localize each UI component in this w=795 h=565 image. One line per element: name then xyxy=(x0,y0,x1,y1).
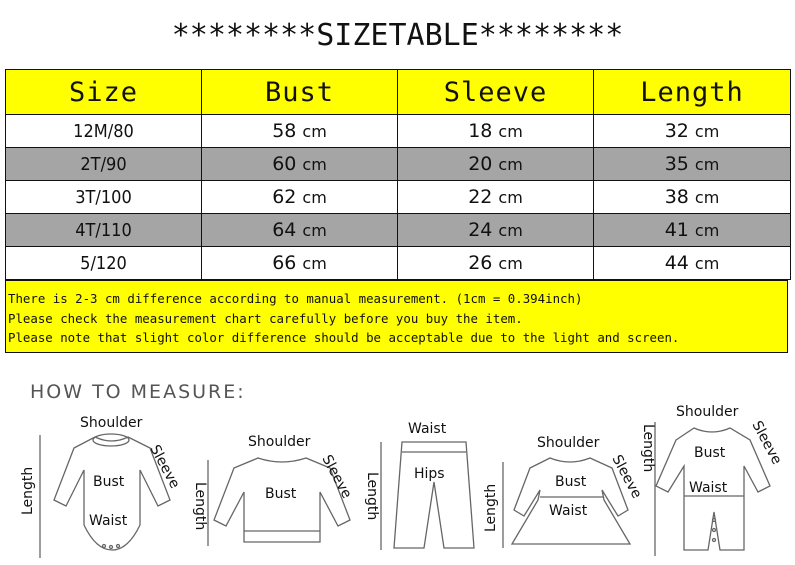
sleeve-label: Sleeve xyxy=(748,418,785,468)
length-cell xyxy=(594,115,791,148)
bust-label: Bust xyxy=(694,445,726,461)
sleeve-value: 20 xyxy=(468,153,493,175)
bust-cell xyxy=(202,247,398,280)
bust-value: 58 xyxy=(272,120,297,142)
header-sleeve: Sleeve xyxy=(398,70,594,115)
header-size: Size xyxy=(6,70,202,115)
bust-cell xyxy=(202,181,398,214)
sleeve-cell xyxy=(398,247,594,280)
sleeve-cell xyxy=(398,181,594,214)
note-line: Please check the measurement chart carefully before you buy the item. xyxy=(8,310,523,326)
sleeve-cell xyxy=(398,214,594,247)
bust-label: Bust xyxy=(555,474,587,490)
table-row xyxy=(6,115,791,148)
how-to-measure-title: HOW TO MEASURE: xyxy=(30,381,246,403)
unit-label: cm xyxy=(694,122,720,141)
bust-value: 62 xyxy=(272,186,297,208)
unit-label: cm xyxy=(302,122,327,141)
unit-label: cm xyxy=(498,122,523,141)
size-cell: 5/120 xyxy=(6,247,202,280)
length-value: 38 xyxy=(664,186,689,208)
note-line: Please note that slight color difference should be acceptable due to the light and screen. xyxy=(8,330,680,345)
bust-cell xyxy=(202,115,398,148)
sleeve-label: Sleeve xyxy=(318,452,355,502)
shoulder-label: Shoulder xyxy=(537,435,600,451)
hips-label: Hips xyxy=(414,466,445,482)
size-cell: 3T/100 xyxy=(6,181,202,214)
length-label: Length xyxy=(192,482,208,531)
size-cell: 12M/80 xyxy=(6,115,202,148)
sleeve-cell xyxy=(398,115,594,148)
shoulder-label: Shoulder xyxy=(80,415,143,431)
length-label: Length xyxy=(640,424,656,473)
sleeve-value: 26 xyxy=(468,252,493,274)
bust-cell xyxy=(202,214,398,247)
length-value: 44 xyxy=(664,252,689,274)
notes-box xyxy=(5,280,788,353)
sleeve-value: 24 xyxy=(468,219,493,241)
unit-label: cm xyxy=(302,155,327,174)
pants-icon xyxy=(381,442,474,550)
unit-label: cm xyxy=(498,188,523,207)
bust-value: 60 xyxy=(272,153,297,175)
unit-label: cm xyxy=(302,221,327,240)
waist-label: Waist xyxy=(549,503,588,519)
bust-value: 66 xyxy=(272,252,297,274)
waist-label: Waist xyxy=(89,513,128,529)
size-cell: 2T/90 xyxy=(6,148,202,181)
shoulder-label: Shoulder xyxy=(676,404,739,420)
waist-label: Waist xyxy=(689,480,728,496)
length-label: Length xyxy=(483,483,499,532)
length-value: 41 xyxy=(664,219,689,241)
size-cell: 4T/110 xyxy=(6,214,202,247)
unit-label: cm xyxy=(694,254,720,273)
sleeve-value: 18 xyxy=(468,120,493,142)
size-table xyxy=(5,69,791,280)
table-header-row xyxy=(6,70,791,115)
waist-label: Waist xyxy=(408,421,447,437)
unit-label: cm xyxy=(694,188,720,207)
page-title: ********SIZETABLE******** xyxy=(171,18,624,53)
unit-label: cm xyxy=(498,221,523,240)
bust-label: Bust xyxy=(265,486,297,502)
table-row xyxy=(6,214,791,247)
length-label: Length xyxy=(364,472,380,521)
unit-label: cm xyxy=(498,254,523,273)
length-cell xyxy=(594,247,791,280)
length-cell xyxy=(594,214,791,247)
length-value: 32 xyxy=(664,120,689,142)
unit-label: cm xyxy=(498,155,523,174)
unit-label: cm xyxy=(694,155,720,174)
unit-label: cm xyxy=(302,254,327,273)
length-value: 35 xyxy=(664,153,689,175)
length-label: Length xyxy=(20,466,36,515)
length-cell xyxy=(594,181,791,214)
header-bust: Bust xyxy=(202,70,398,115)
header-length: Length xyxy=(594,70,791,115)
table-row xyxy=(6,181,791,214)
sleeve-label: Sleeve xyxy=(608,452,645,502)
length-cell xyxy=(594,148,791,181)
table-row xyxy=(6,247,791,280)
sleeve-label: Sleeve xyxy=(146,442,183,492)
measurement-illustrations xyxy=(0,400,795,565)
table-row xyxy=(6,148,791,181)
bust-value: 64 xyxy=(272,219,297,241)
note-line: There is 2-3 cm difference according to manual measurement. (1cm = 0.394inch) xyxy=(8,291,583,306)
bust-label: Bust xyxy=(93,474,125,490)
bust-cell xyxy=(202,148,398,181)
shoulder-label: Shoulder xyxy=(248,434,311,450)
sleeve-value: 22 xyxy=(468,186,493,208)
unit-label: cm xyxy=(694,221,720,240)
sleeve-cell xyxy=(398,148,594,181)
unit-label: cm xyxy=(302,188,327,207)
